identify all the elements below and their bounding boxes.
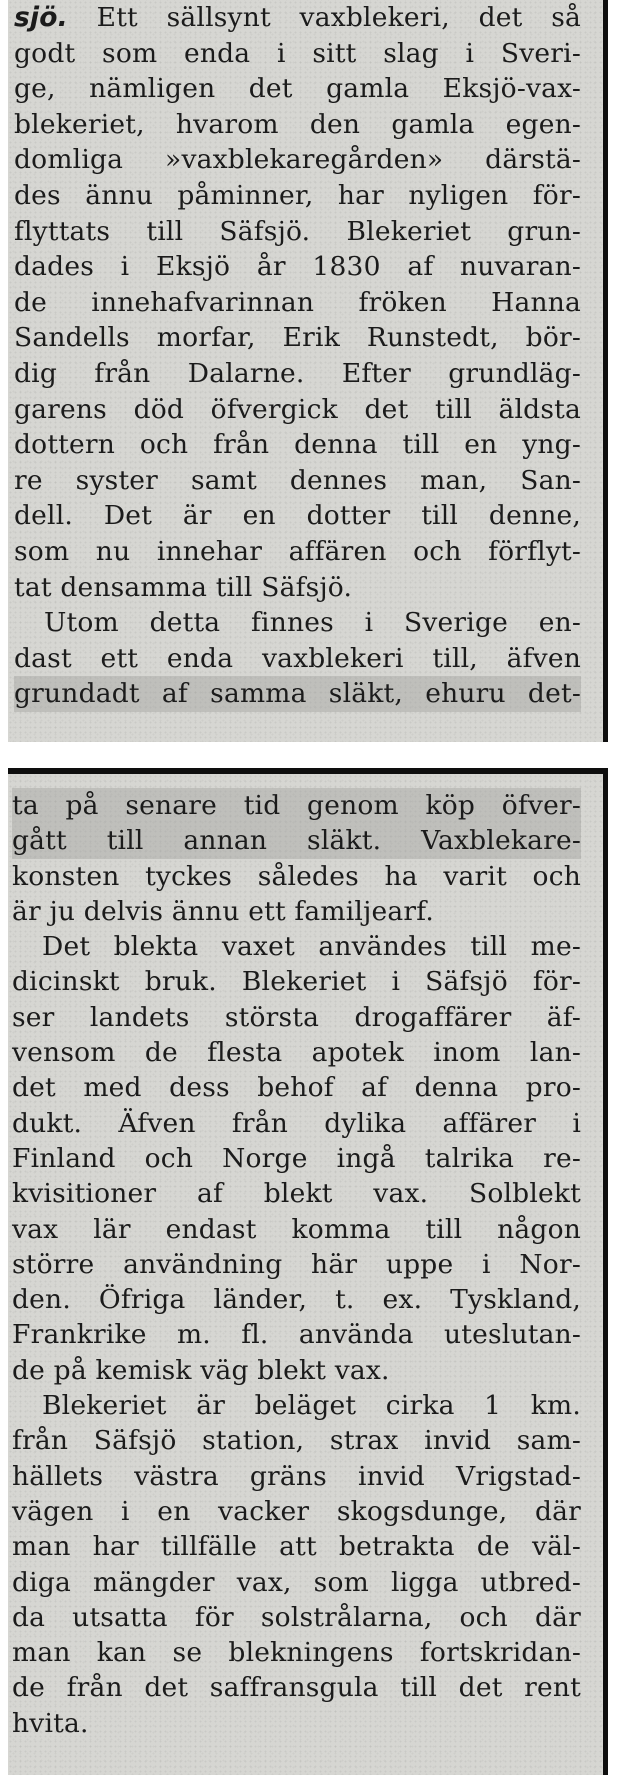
text-line	[12, 1141, 581, 1176]
text-line	[12, 1670, 581, 1705]
line-text: grundadt af samma släkt, ehuru det-	[14, 678, 581, 710]
line-text: kvisitioner af blekt vax. Solblekt	[12, 1178, 581, 1210]
line-text: det med dess behof af denna pro-	[12, 1072, 581, 1104]
line-text: blekeriet, hvarom den gamla egen-	[14, 108, 581, 140]
line-text: flyttats till Säfsjö. Blekeriet grun-	[14, 215, 581, 247]
text-line	[14, 498, 581, 534]
text-line	[14, 356, 581, 392]
text-line	[12, 1282, 581, 1317]
text-line	[12, 1565, 581, 1600]
text-line	[14, 0, 581, 36]
line-text: man har tillfälle att betrakta de väl-	[12, 1531, 581, 1563]
text-line	[12, 1494, 581, 1529]
line-text: diga mängder vax, som ligga utbred-	[12, 1566, 581, 1598]
line-text: man kan se blekningens fortskridan-	[12, 1637, 581, 1669]
text-line	[12, 964, 581, 999]
text-line	[12, 1035, 581, 1070]
text-line	[14, 320, 581, 356]
line-text: ge, nämligen det gamla Eksjö-vax-	[14, 73, 581, 105]
line-text: godt som enda i sitt slag i Sveri-	[14, 37, 581, 69]
headline-continuation: sjö.	[14, 2, 68, 33]
line-text: den. Öfriga länder, t. ex. Tyskland,	[12, 1284, 581, 1316]
text-line	[14, 285, 581, 321]
text-line	[12, 1176, 581, 1211]
line-text: dottern och från denna till en yng-	[14, 429, 581, 461]
text-line	[12, 1317, 581, 1352]
line-text: dukt. Äfven från dylika affärer i	[12, 1107, 581, 1139]
line-text: konsten tyckes således ha varit och	[12, 860, 581, 892]
article-column-bottom	[12, 788, 581, 1741]
line-text: är ju delvis ännu ett familjearf.	[12, 895, 434, 927]
text-line	[14, 427, 581, 463]
text-line	[14, 392, 581, 428]
line-text: dell. Det är en dotter till denne,	[14, 500, 581, 532]
line-text: des ännu påminner, har nyligen för-	[14, 179, 581, 211]
text-line	[12, 1423, 581, 1458]
line-text: Finland och Norge ingå talrika re-	[12, 1142, 581, 1174]
line-text: vägen i en vacker skogsdunge, där	[12, 1495, 581, 1527]
line-text: ser landets största drogaffärer äf-	[12, 1001, 581, 1033]
text-line	[12, 929, 581, 964]
text-line	[14, 249, 581, 285]
line-text: de från det saffransgula till det rent	[12, 1672, 581, 1704]
text-line	[14, 178, 581, 214]
text-line	[12, 1600, 581, 1635]
text-line	[12, 1388, 581, 1423]
text-line	[14, 676, 581, 712]
line-text: gått till annan släkt. Vaxblekare-	[12, 825, 581, 857]
line-text: Utom detta finnes i Sverige en-	[44, 607, 581, 639]
text-line	[12, 1070, 581, 1105]
line-text: dicinskt bruk. Blekeriet i Säfsjö för-	[12, 966, 581, 998]
line-text: vax lär endast komma till någon	[12, 1213, 581, 1245]
text-line	[14, 142, 581, 178]
line-text: de på kemisk väg blekt vax.	[12, 1354, 390, 1386]
text-line	[12, 823, 581, 858]
line-text: dades i Eksjö år 1830 af nuvaran-	[14, 251, 581, 283]
clipping-top	[8, 0, 608, 742]
line-text: från Säfsjö station, strax invid sam-	[12, 1425, 581, 1457]
line-text: dast ett enda vaxblekeri till, äfven	[14, 642, 581, 674]
text-line	[12, 1247, 581, 1282]
text-line	[12, 859, 581, 894]
text-line	[14, 214, 581, 250]
text-line	[12, 1459, 581, 1494]
line-text: Frankrike m. fl. använda uteslutan-	[12, 1319, 581, 1351]
text-line	[12, 894, 581, 929]
line-text: dig från Dalarne. Efter grundläg-	[14, 357, 581, 389]
line-text: Sandells morfar, Erik Runstedt, bör-	[14, 322, 581, 354]
line-text: Det blekta vaxet användes till me-	[42, 931, 581, 963]
text-line	[12, 1000, 581, 1035]
text-line	[14, 641, 581, 677]
line-text: ta på senare tid genom köp öfver-	[12, 790, 581, 821]
article-column-top	[14, 0, 581, 712]
line-text: tat densamma till Säfsjö.	[14, 571, 353, 603]
line-text: da utsatta för solstrålarna, och där	[12, 1601, 581, 1633]
text-line	[14, 570, 581, 606]
line-text: de innehafvarinnan fröken Hanna	[14, 286, 581, 318]
line-text: garens död öfvergick det till äldsta	[14, 393, 581, 425]
text-line	[12, 1635, 581, 1670]
line-text: Ett sällsynt vaxblekeri, det så	[67, 2, 581, 33]
text-line	[14, 36, 581, 72]
text-line	[14, 107, 581, 143]
text-line	[12, 788, 581, 823]
line-text: re syster samt dennes man, San-	[14, 464, 581, 496]
text-line	[12, 1353, 581, 1388]
text-line	[12, 1106, 581, 1141]
line-text: Blekeriet är beläget cirka 1 km.	[42, 1390, 581, 1422]
line-text: hällets västra gräns invid Vrigstad-	[12, 1460, 581, 1492]
text-line	[14, 605, 581, 641]
line-text: större användning här uppe i Nor-	[12, 1248, 581, 1280]
text-line	[14, 534, 581, 570]
text-line	[12, 1529, 581, 1564]
line-text: som nu innehar affären och förflyt-	[14, 535, 581, 567]
clipping-bottom	[8, 768, 608, 1775]
line-text: vensom de flesta apotek inom lan-	[12, 1037, 581, 1069]
text-line	[14, 71, 581, 107]
text-line	[12, 1706, 581, 1741]
line-text: hvita.	[12, 1707, 89, 1739]
text-line	[14, 463, 581, 499]
line-text: domliga »vaxblekaregården» därstä-	[14, 144, 581, 176]
text-line	[12, 1212, 581, 1247]
